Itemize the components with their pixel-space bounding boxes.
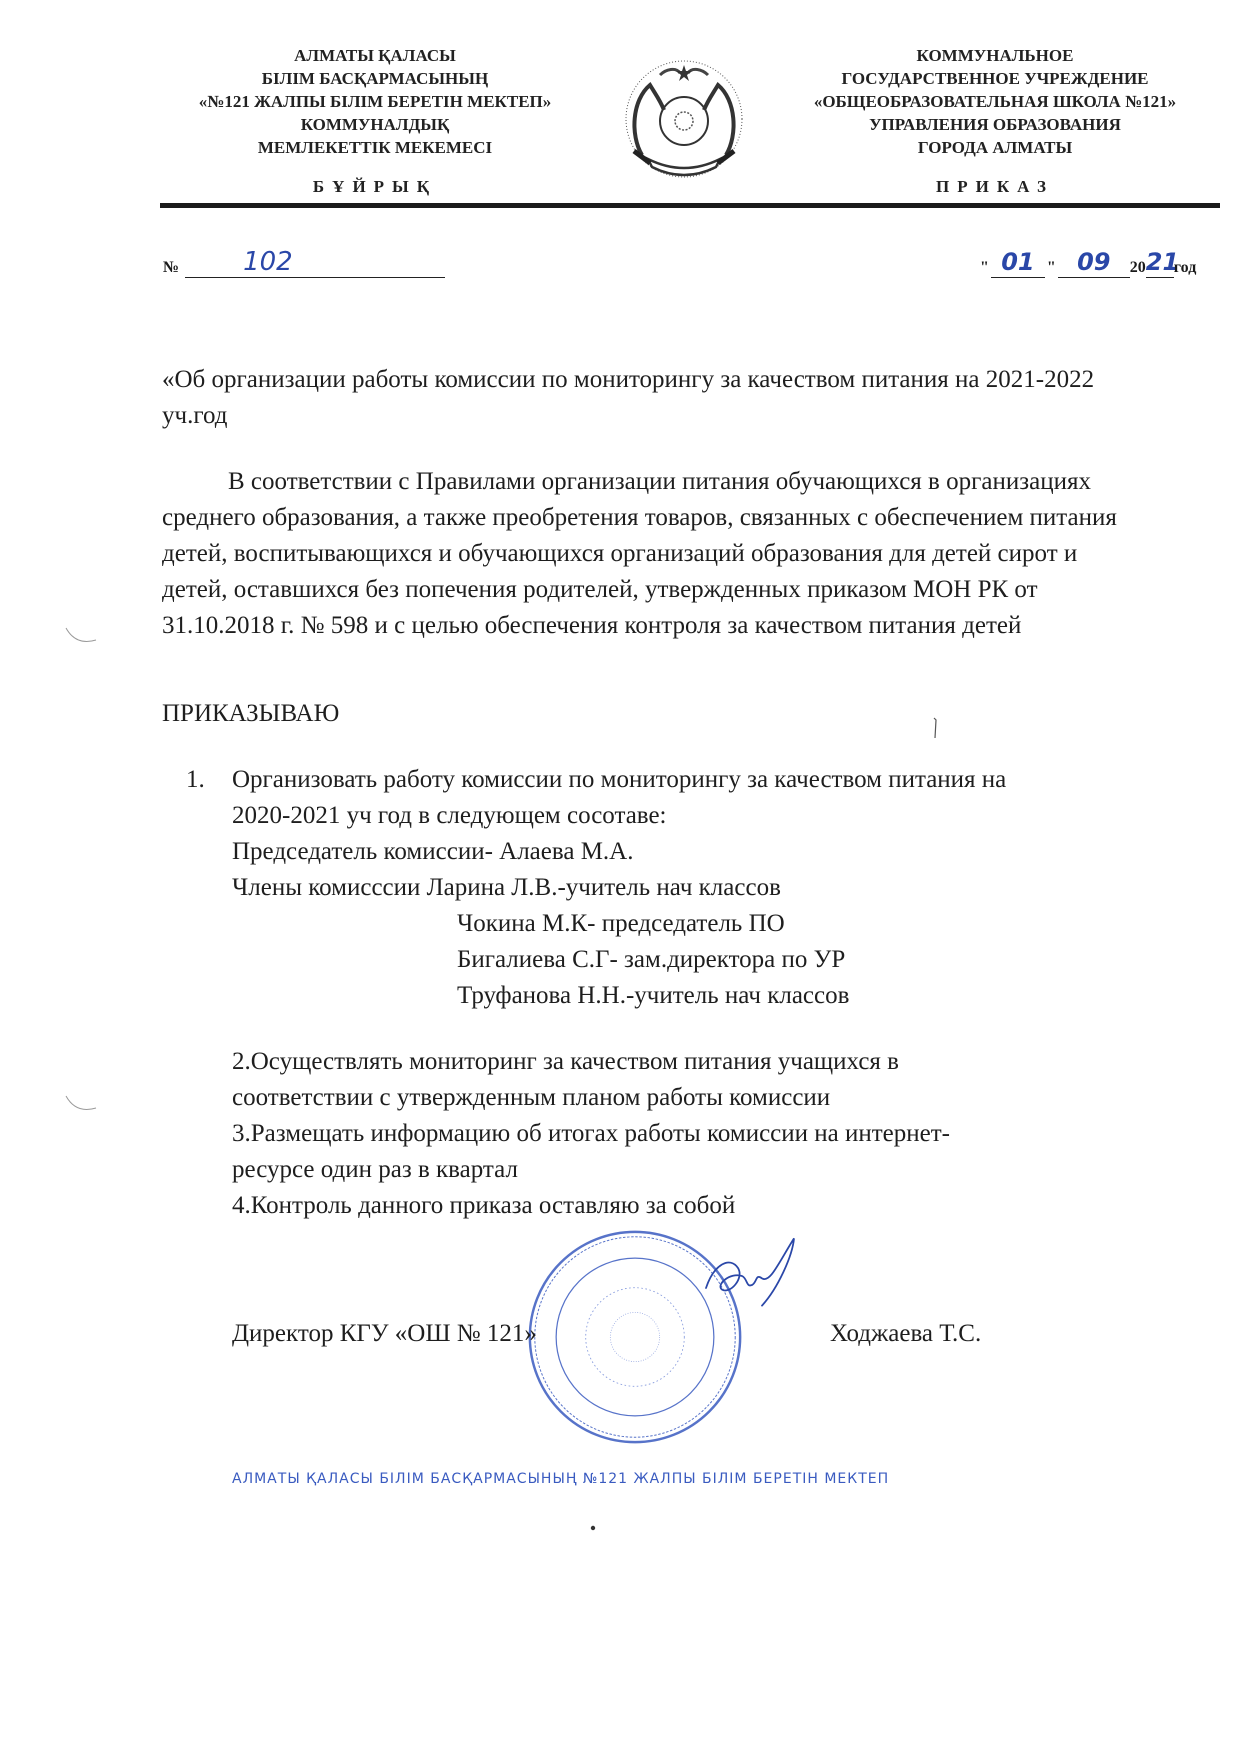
preamble-text: В соответствии с Правилами организации питания обучающихся в организациях среднего образования, а также преобретения товаров, связанных с обеспечением питания детей, воспитывающихся и обучающихся организаций образования для детей сирот и детей, оставшихся без попечения родителей, утвержденных приказом МОН РК от 31.10.2018 г. № 598 и с целью обеспечения контроля за качеством питания детей [162, 468, 1117, 639]
commission-chair: Председатель комиссии- Алаева М.А. [232, 838, 634, 865]
order-item-line: соответствии с утвержденным планом работы комиссии [232, 1084, 831, 1111]
member: Ларина Л.В.-учитель нач классов [426, 874, 781, 901]
handwritten-signature-icon [690, 1232, 810, 1312]
date-quote-open: " [980, 259, 989, 276]
preamble [162, 464, 1122, 644]
members-label: Члены комисссии [232, 874, 421, 901]
order-word: ПРИКАЗЫВАЮ [162, 700, 340, 727]
order-items-2-4 [232, 1044, 1132, 1224]
header-left-line: МЕМЛЕКЕТТІК МЕКЕМЕСІ [257, 138, 493, 157]
scan-mark-icon [62, 622, 102, 652]
date-quote-close: " [1046, 259, 1056, 276]
item-1-line-2: 2020-2021 уч год в следующем сосотаве: [232, 802, 667, 829]
signatory-role: Директор КГУ «ОШ № 121» [232, 1320, 537, 1347]
signatory-name: Ходжаева Т.С. [830, 1320, 982, 1347]
header-right-line: ГОСУДАРСТВЕННОЕ УЧРЕЖДЕНИЕ [841, 69, 1149, 88]
header-right-line: «ОБЩЕОБРАЗОВАТЕЛЬНАЯ ШКОЛА №121» [813, 92, 1177, 111]
item-1-line-1: Организовать работу комиссии по мониторингу за качеством питания на [232, 766, 1007, 793]
header-divider [160, 203, 1220, 208]
doc-type-kazakh: БҰЙРЫҚ [312, 177, 438, 196]
order-number [163, 238, 445, 278]
date-year-prefix: 20 [1129, 259, 1146, 276]
date-month-underline [1058, 247, 1130, 278]
order-item-line: 3.Размещать информацию об итогах работы комиссии на интернет- [232, 1120, 951, 1147]
order-date [978, 238, 1196, 278]
order-item-line: 4.Контроль данного приказа оставляю за собой [232, 1192, 736, 1219]
order-number-underline [185, 241, 445, 278]
commission-members-row [186, 870, 1146, 906]
order-item-line: 2.Осуществлять мониторинг за качеством питания учащихся в [232, 1048, 899, 1075]
item-number: 1. [186, 766, 205, 793]
scan-mark-icon [930, 716, 940, 740]
date-day-underline [991, 247, 1045, 278]
header-right-russian [760, 44, 1230, 159]
scan-mark-icon [62, 1090, 102, 1120]
order-number-value: 102 [243, 247, 293, 277]
member: Труфанова Н.Н.-учитель нач классов [457, 982, 850, 1009]
header-right-line: ГОРОДА АЛМАТЫ [917, 138, 1073, 157]
official-stamp-icon [520, 1222, 750, 1452]
header-right-line: УПРАВЛЕНИЯ ОБРАЗОВАНИЯ [869, 115, 1121, 134]
member: Бигалиева С.Г- зам.директора по УР [457, 946, 846, 973]
state-emblem-icon [620, 55, 748, 183]
stamp-text: АЛМАТЫ ҚАЛАСЫ БІЛІМ БАСҚАРМАСЫНЫҢ №121 ЖАЛПЫ БІЛІМ БЕРЕТІН МЕКТЕП [232, 1471, 890, 1487]
date-year-underline [1145, 247, 1180, 278]
order-number-label: № [163, 259, 180, 276]
header-left-line: БІЛІМ БАСҚАРМАСЫНЫҢ [261, 69, 489, 88]
header-left-line: АЛМАТЫ ҚАЛАСЫ [294, 46, 456, 65]
header-left-line: КОММУНАЛДЫҚ [300, 115, 450, 134]
date-year-handwritten: 21 [1145, 248, 1180, 276]
date-day: 01 [1001, 248, 1035, 276]
member: Чокина М.К- председатель ПО [457, 910, 785, 937]
item-1-first-row [186, 762, 1146, 798]
order-item-line: ресурсе один раз в квартал [232, 1156, 518, 1183]
doc-type-russian: ПРИКАЗ [936, 177, 1054, 196]
date-year-suffix: год [1173, 259, 1197, 276]
header-left-line: «№121 ЖАЛПЫ БІЛІМ БЕРЕТІН МЕКТЕП» [198, 92, 552, 111]
header-left-kazakh [140, 44, 610, 159]
scan-mark-icon [588, 1522, 598, 1534]
order-title: «Об организации работы комиссии по мониторингу за качеством питания на 2021-2022 уч.год [162, 366, 1095, 429]
order-item-1 [186, 762, 1146, 1014]
header-right-line: КОММУНАЛЬНОЕ [916, 46, 1074, 65]
date-month: 09 [1077, 248, 1111, 276]
